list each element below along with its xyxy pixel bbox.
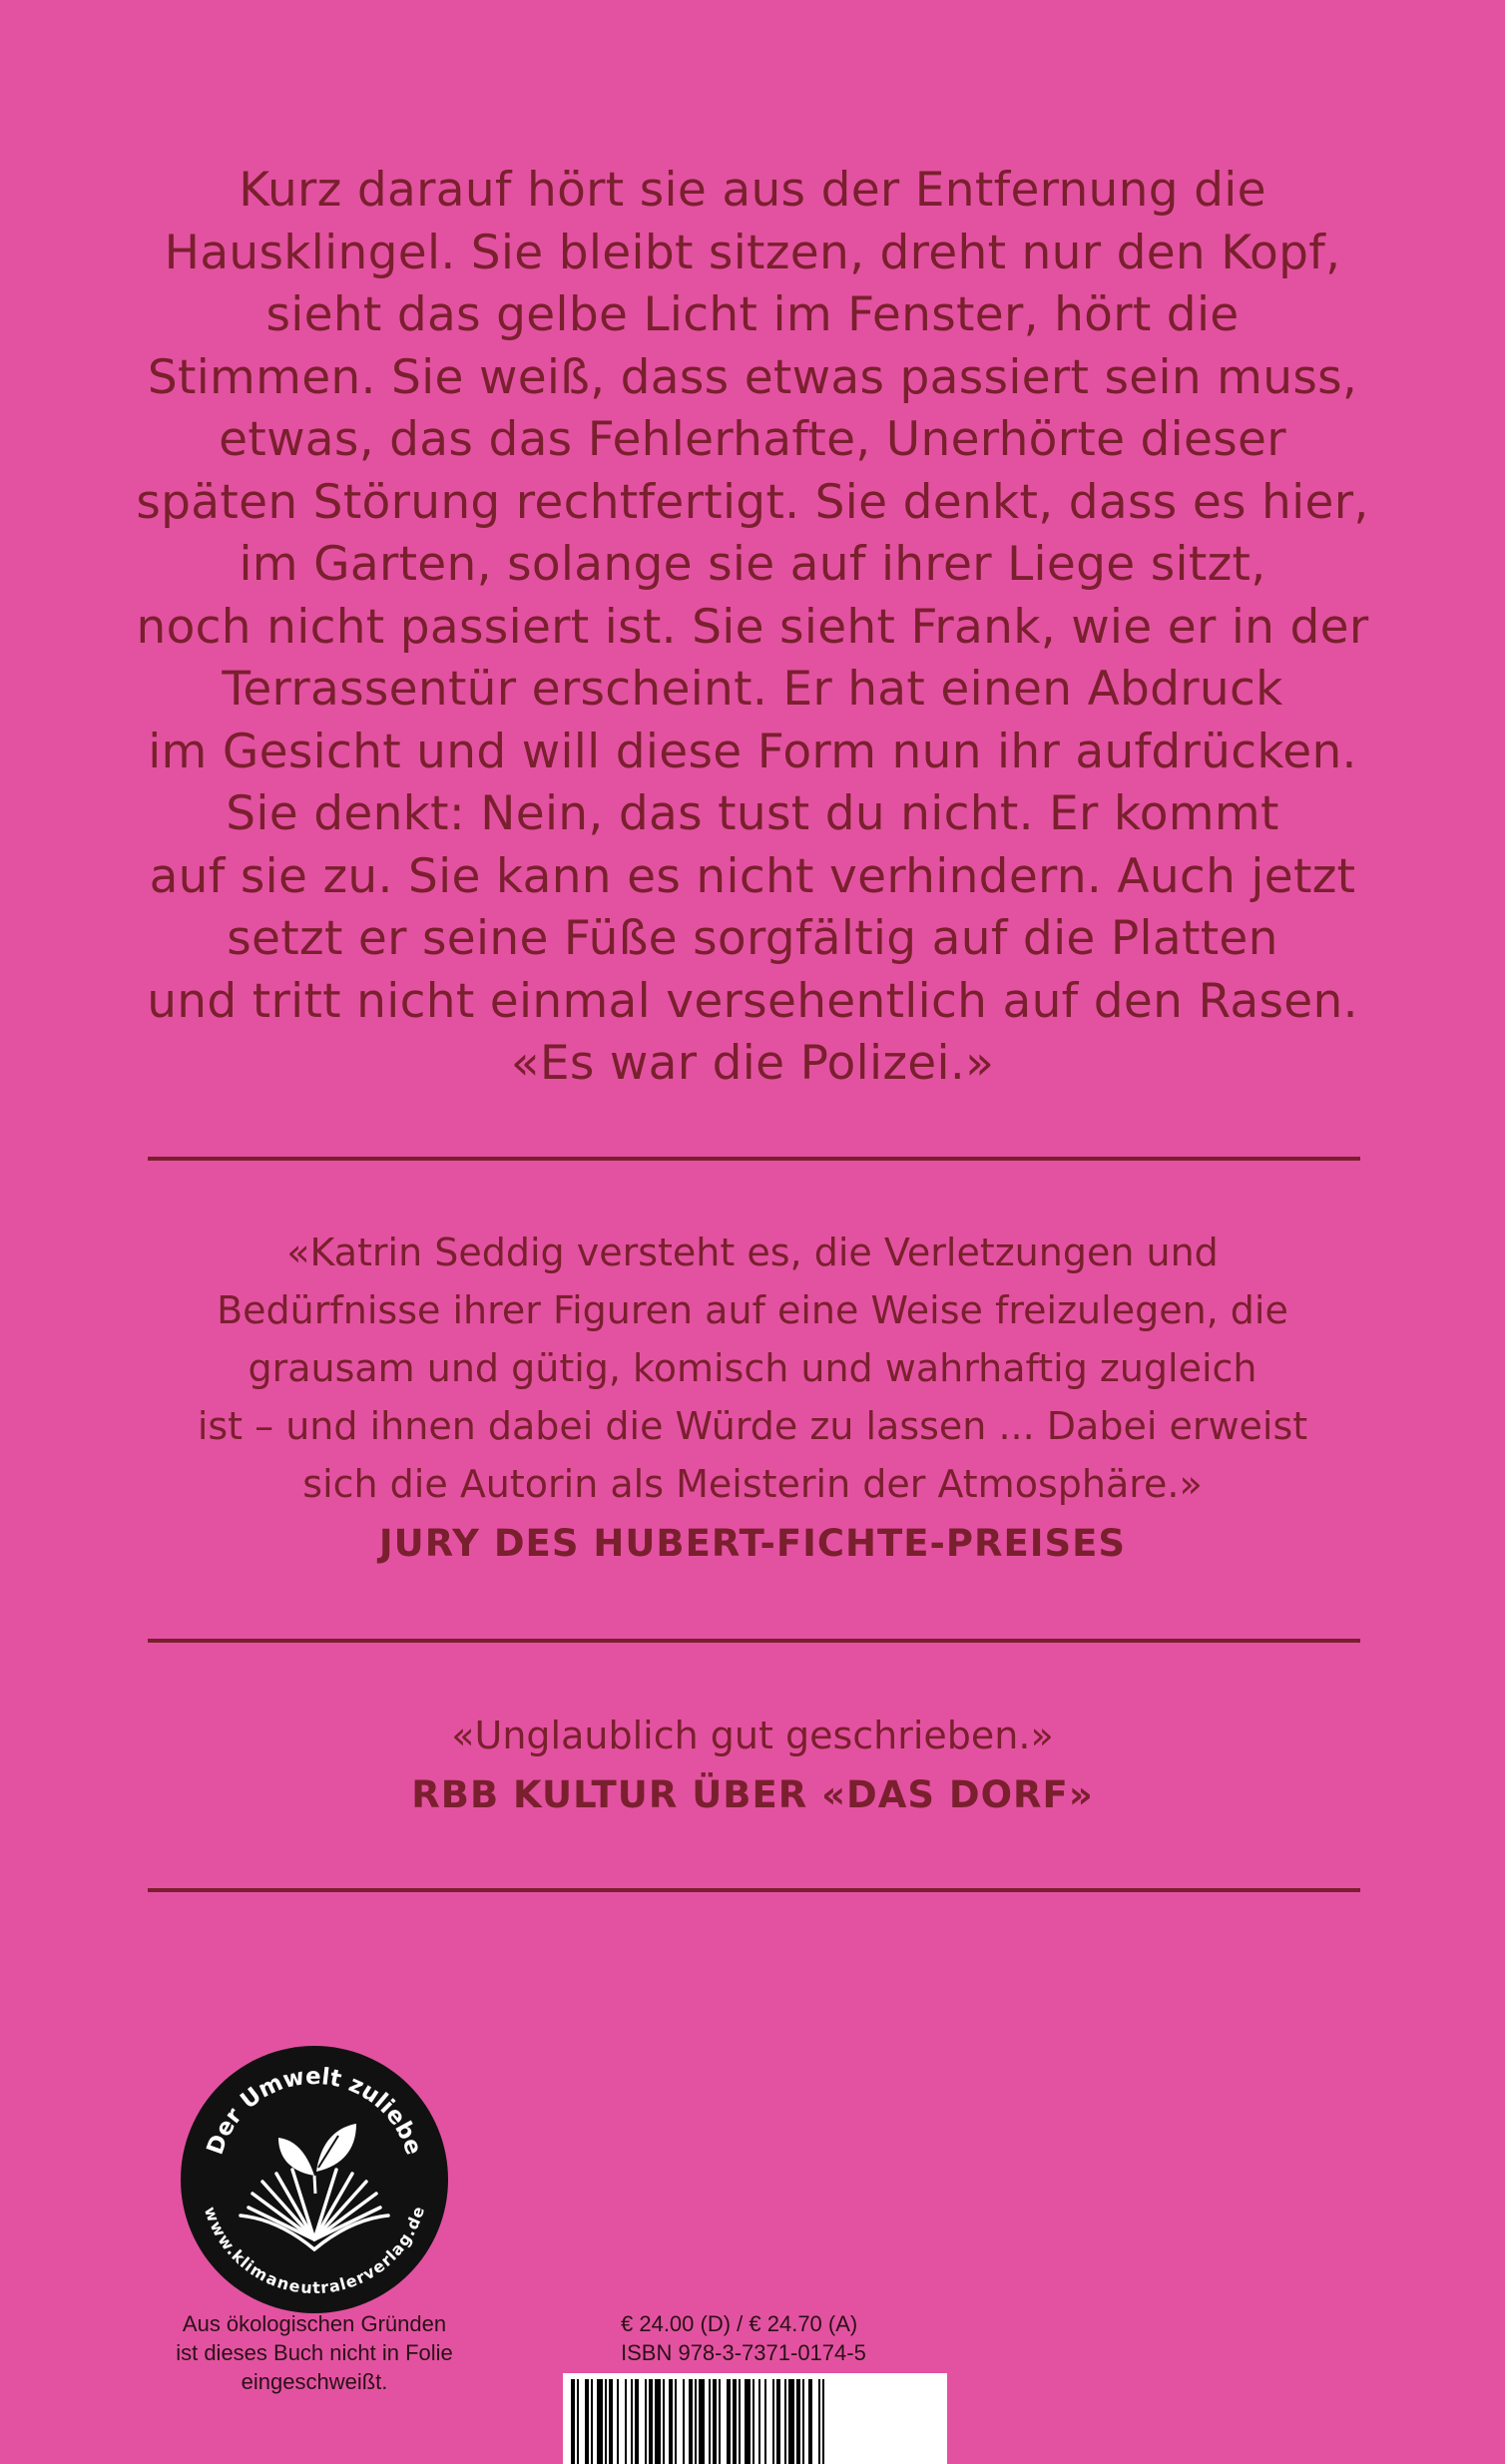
barcode-bar xyxy=(695,2379,697,2464)
barcode-bar xyxy=(758,2379,760,2464)
barcode-bar xyxy=(597,2379,603,2464)
quote-line: ist – und ihnen dabei die Würde zu lassen ... Dabei erweist xyxy=(197,1404,1308,1448)
eco-badge xyxy=(179,2044,450,2315)
barcode-bar xyxy=(689,2379,693,2464)
quote-source: RBB KULTUR ÜBER «DAS DORF» xyxy=(411,1773,1094,1816)
badge-top-text: Der Umwelt zuliebe xyxy=(202,2063,427,2159)
review-quote-2 xyxy=(100,1707,1405,1824)
review-quote-1 xyxy=(100,1224,1405,1573)
barcode-bar xyxy=(784,2379,786,2464)
excerpt-line: noch nicht passiert ist. Sie sieht Frank, wie er in der xyxy=(136,599,1369,655)
price-info xyxy=(621,2309,866,2367)
eco-note-line: ist dieses Buch nicht in Folie xyxy=(176,2340,453,2365)
barcode-bar xyxy=(683,2379,685,2464)
quote-line: grausam und gütig, komisch und wahrhaftig zugleich xyxy=(248,1346,1257,1390)
barcode-bar xyxy=(663,2379,665,2464)
barcode-bar xyxy=(739,2379,741,2464)
excerpt-line: Hausklingel. Sie bleibt sitzen, dreht nur den Kopf, xyxy=(164,225,1341,280)
barcode-bar xyxy=(571,2379,575,2464)
badge-url-text: www.klimaneutralerverlag.de xyxy=(200,2204,429,2298)
barcode-bar xyxy=(788,2379,794,2464)
barcode-bar xyxy=(585,2379,589,2464)
excerpt-line: im Garten, solange sie auf ihrer Liege sitzt, xyxy=(239,537,1266,592)
excerpt-line: sieht das gelbe Licht im Fenster, hört die xyxy=(265,287,1240,342)
barcode-bar xyxy=(699,2379,705,2464)
excerpt-line: etwas, das das Fehlerhafte, Unerhörte dieser xyxy=(219,412,1286,467)
quote-source: JURY DES HUBERT-FICHTE-PREISES xyxy=(378,1522,1127,1565)
barcode-bar xyxy=(577,2379,579,2464)
excerpt-line: Terrassentür erscheint. Er hat einen Abdruck xyxy=(222,662,1283,717)
barcode-bar xyxy=(655,2379,661,2464)
barcode-bar xyxy=(752,2379,754,2464)
excerpt-line: Sie denkt: Nein, das tust du nicht. Er kommt xyxy=(226,786,1279,841)
divider-3 xyxy=(148,1888,1360,1892)
excerpt-line: auf sie zu. Sie kann es nicht verhindern. Auch jetzt xyxy=(149,848,1356,904)
excerpt-line: Stimmen. Sie weiß, dass etwas passiert sein muss, xyxy=(147,349,1358,405)
eco-note-line: Aus ökologischen Gründen xyxy=(182,2311,447,2336)
excerpt-line: setzt er seine Füße sorgfältig auf die Platten xyxy=(227,911,1278,966)
barcode xyxy=(563,2373,947,2464)
barcode-bar xyxy=(591,2379,593,2464)
barcode-bar xyxy=(631,2379,633,2464)
barcode-bar xyxy=(733,2379,737,2464)
excerpt-line: und tritt nicht einmal versehentlich auf den Rasen. xyxy=(147,973,1358,1029)
excerpt-line: späten Störung rechtfertigt. Sie denkt, dass es hier, xyxy=(136,474,1369,530)
eco-note xyxy=(150,2309,479,2396)
divider-1 xyxy=(148,1157,1360,1161)
barcode-bar xyxy=(669,2379,673,2464)
barcode-bar xyxy=(808,2379,812,2464)
quote-line: «Katrin Seddig versteht es, die Verletzungen und xyxy=(286,1231,1219,1274)
barcode-bar xyxy=(605,2379,607,2464)
isbn: ISBN 978-3-7371-0174-5 xyxy=(621,2340,866,2365)
barcode-bar xyxy=(645,2379,647,2464)
barcode-bar xyxy=(772,2379,774,2464)
barcode-bar xyxy=(635,2379,639,2464)
quote-line: sich die Autorin als Meisterin der Atmosphäre.» xyxy=(302,1462,1203,1506)
barcode-bar xyxy=(822,2379,824,2464)
barcode-bar xyxy=(709,2379,711,2464)
barcode-bar xyxy=(818,2379,820,2464)
price: € 24.00 (D) / € 24.70 (A) xyxy=(621,2311,858,2336)
barcode-bar xyxy=(713,2379,717,2464)
barcode-bar xyxy=(764,2379,766,2464)
excerpt-line: im Gesicht und will diese Form nun ihr aufdrücken. xyxy=(148,724,1357,779)
excerpt-text xyxy=(100,160,1405,1096)
barcode-bar xyxy=(745,2379,751,2464)
eco-note-line: eingeschweißt. xyxy=(241,2369,388,2394)
excerpt-line: Kurz darauf hört sie aus der Entfernung die xyxy=(239,163,1266,218)
barcode-bar xyxy=(649,2379,653,2464)
barcode-bar xyxy=(719,2379,721,2464)
barcode-bar xyxy=(617,2379,619,2464)
barcode-bar xyxy=(609,2379,613,2464)
excerpt-line: «Es war die Polizei.» xyxy=(510,1036,995,1091)
quote-line: Bedürfnisse ihrer Figuren auf eine Weise freizulegen, die xyxy=(217,1288,1288,1332)
divider-2 xyxy=(148,1639,1360,1643)
barcode-bar xyxy=(675,2379,677,2464)
barcode-bar xyxy=(727,2379,731,2464)
barcode-bar xyxy=(796,2379,800,2464)
quote-line: «Unglaublich gut geschrieben.» xyxy=(451,1714,1054,1757)
barcode-bar xyxy=(625,2379,627,2464)
barcode-bar xyxy=(802,2379,804,2464)
barcode-bar xyxy=(776,2379,780,2464)
